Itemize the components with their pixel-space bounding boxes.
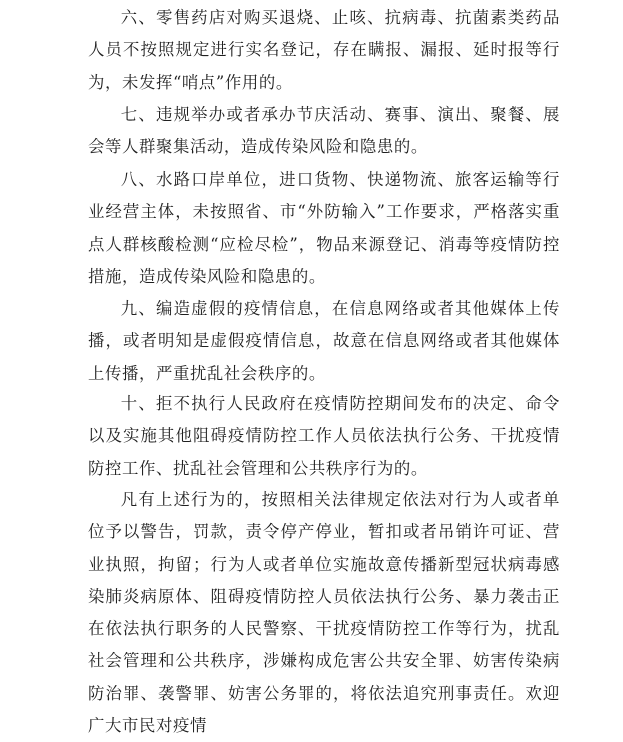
paragraph-item-10: 十、拒不执行人民政府在疫情防控期间发布的决定、命令以及实施其他阻碍疫情防控工作人员依法执行公务、干扰疫情防控工作、扰乱社会管理和公共秩序行为的。: [88, 394, 560, 478]
paragraph-item-9: 九、编造虚假的疫情信息，在信息网络或者其他媒体上传播，或者明知是虚假疫情信息，故意在信息网络或者其他媒体上传播，严重扰乱社会秩序的。: [88, 299, 560, 383]
paragraph-item-8: 八、水路口岸单位，进口货物、快递物流、旅客运输等行业经营主体，未按照省、市“外防输入”工作要求，严格落实重点人群核酸检测“应检尽检”，物品来源登记、消毒等疫情防控措施，造成传染风险和隐患的。: [88, 170, 560, 286]
paragraph-summary: 凡有上述行为的，按照相关法律规定依法对行为人或者单位予以警告，罚款，责令停产停业，暂扣或者吊销许可证、营业执照，拘留；行为人或者单位实施故意传播新型冠状病毒感染肺炎病原体、阻碍疫情防控人员依法执行公务、暴力袭击正在依法执行职务的人民警察、干扰疫情防控工作等行为，扰乱社会管理和公共秩序，涉嫌构成危害公共安全罪、妨害传染病防治罪、袭警罪、妨害公务罪的，将依法追究刑事责任。欢迎广大市民对疫情: [88, 490, 560, 736]
paragraph-item-7: 七、违规举办或者承办节庆活动、赛事、演出、聚餐、展会等人群聚集活动，造成传染风险和隐患的。: [88, 105, 560, 157]
paragraph-item-6: 六、零售药店对购买退烧、止咳、抗病毒、抗菌素类药品人员不按照规定进行实名登记，存在瞒报、漏报、延时报等行为，未发挥“哨点”作用的。: [88, 8, 560, 92]
